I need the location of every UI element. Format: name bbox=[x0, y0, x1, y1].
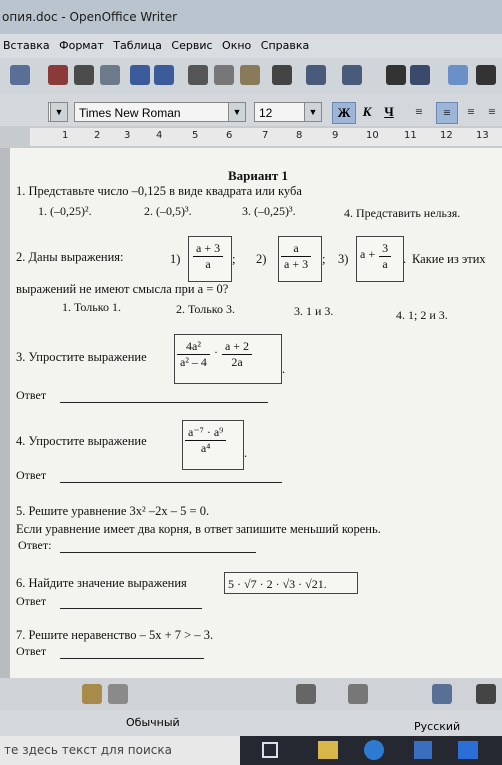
fraction-denominator: a + 3 bbox=[284, 257, 309, 271]
font-size-field[interactable] bbox=[254, 102, 322, 122]
q2-expr-3 bbox=[356, 236, 407, 282]
copy-icon[interactable] bbox=[214, 65, 234, 85]
q3-text: 3. Упростите выражение bbox=[16, 350, 147, 364]
fraction-numerator: 4a² bbox=[177, 339, 210, 355]
insert-image-icon[interactable] bbox=[82, 684, 102, 704]
ruler-mark: 10 bbox=[366, 130, 379, 141]
ruler-mark: 4 bbox=[156, 130, 163, 141]
font-name-value: Times New Roman bbox=[79, 106, 181, 120]
q2-e2-label: 2) bbox=[256, 252, 267, 266]
print-icon[interactable] bbox=[74, 65, 94, 85]
file-explorer-icon[interactable] bbox=[318, 741, 338, 759]
align-center-icon[interactable]: ≡ bbox=[436, 102, 458, 124]
menu-help[interactable]: Справка bbox=[260, 39, 310, 52]
store-icon[interactable] bbox=[414, 741, 432, 759]
fraction-denominator: a² – 4 bbox=[180, 355, 207, 369]
image-icon[interactable] bbox=[108, 684, 128, 704]
q2-option: 2. Только 3. bbox=[176, 302, 235, 316]
q2-e1-label: 1) bbox=[170, 252, 181, 266]
ruler-mark: 11 bbox=[404, 130, 417, 141]
fraction-denominator: a⁴ bbox=[200, 441, 211, 455]
bold-button[interactable]: Ж bbox=[332, 102, 356, 124]
q6-answer-line[interactable] bbox=[60, 608, 202, 609]
q2-suffix: Какие из этих bbox=[412, 252, 486, 266]
style-dropdown[interactable] bbox=[48, 102, 68, 122]
q2-e3-sep: . bbox=[403, 252, 407, 266]
ruler-mark: 2 bbox=[94, 130, 101, 141]
underline-button[interactable]: Ч bbox=[384, 104, 394, 119]
find-icon[interactable] bbox=[476, 65, 496, 85]
q2-option: 4. 1; 2 и 3. bbox=[396, 308, 448, 322]
italic-button[interactable]: К bbox=[362, 104, 372, 119]
ruler-mark: 3 bbox=[124, 130, 131, 141]
ruler-mark: 8 bbox=[296, 130, 303, 141]
q4-text: 4. Упростите выражение bbox=[16, 434, 147, 448]
q7-answer-line[interactable] bbox=[60, 658, 204, 659]
document-page[interactable] bbox=[10, 148, 502, 678]
select-arrow-icon[interactable] bbox=[348, 684, 368, 704]
horizontal-ruler[interactable] bbox=[0, 126, 502, 148]
q3-end: . bbox=[282, 362, 286, 376]
export-pdf-icon[interactable] bbox=[48, 65, 68, 85]
spellcheck-icon[interactable] bbox=[130, 65, 150, 85]
q4-answer-label: Ответ bbox=[16, 468, 47, 482]
ruler-mark: 13 bbox=[476, 130, 489, 141]
fraction-denominator: a bbox=[382, 257, 388, 271]
fraction-numerator: a⁻⁷ · a⁹ bbox=[185, 425, 226, 441]
ruler-mark: 12 bbox=[440, 130, 453, 141]
language-status[interactable]: Русский bbox=[414, 720, 461, 733]
ruler-mark: 6 bbox=[226, 130, 233, 141]
q2-option: 1. Только 1. bbox=[62, 300, 121, 314]
q6-text: 6. Найдите значение выражения bbox=[16, 576, 187, 590]
edge-browser-icon[interactable] bbox=[364, 740, 384, 760]
taskbar bbox=[0, 736, 502, 765]
q6-expression: 5 · √7 · 2 · √3 · √21. bbox=[224, 572, 358, 594]
fraction-denominator: a bbox=[205, 257, 211, 271]
chevron-down-icon: ▼ bbox=[50, 103, 67, 121]
ruler-mark: 9 bbox=[332, 130, 339, 141]
redo-icon[interactable] bbox=[342, 65, 362, 85]
taskbar-search-field[interactable]: те здесь текст для поиска bbox=[0, 736, 240, 765]
menu-window[interactable]: Окно bbox=[222, 39, 252, 52]
bottom-area bbox=[0, 678, 502, 736]
q4-end: . bbox=[244, 446, 248, 460]
ruler-mark: 1 bbox=[62, 130, 69, 141]
autospellcheck-icon[interactable] bbox=[154, 65, 174, 85]
q4-answer-line[interactable] bbox=[60, 482, 282, 483]
menu-format[interactable]: Формат bbox=[59, 39, 104, 52]
paste-icon[interactable] bbox=[240, 65, 260, 85]
formatting-toolbar bbox=[0, 94, 502, 126]
hyperlink-icon[interactable] bbox=[386, 65, 406, 85]
fraction-numerator: a + 2 bbox=[222, 339, 252, 355]
text-icon[interactable] bbox=[476, 684, 496, 704]
fraction-numerator: a + 3 bbox=[193, 241, 223, 257]
q3-answer-label: Ответ bbox=[16, 388, 47, 402]
q1-option: 1. (–0,25)². bbox=[38, 204, 92, 218]
status-bar bbox=[0, 710, 502, 736]
cut-icon[interactable] bbox=[188, 65, 208, 85]
table-icon[interactable] bbox=[410, 65, 430, 85]
justify-icon[interactable]: ≡ bbox=[488, 104, 496, 119]
ellipse-icon[interactable] bbox=[432, 684, 452, 704]
q7-text: 7. Решите неравенство – 5x + 7 > – 3. bbox=[16, 628, 214, 642]
q5-answer-line[interactable] bbox=[60, 552, 256, 553]
q2-e1-sep: ; bbox=[232, 252, 236, 266]
vertical-ruler bbox=[0, 148, 10, 678]
font-name-field[interactable] bbox=[74, 102, 246, 122]
q2-prefix: 2. Даны выражения: bbox=[16, 250, 124, 264]
q2-expr-1 bbox=[188, 236, 232, 282]
chevron-down-icon: ▼ bbox=[304, 103, 321, 121]
fraction-denominator: 2a bbox=[231, 355, 243, 369]
q7-answer-label: Ответ bbox=[16, 644, 47, 658]
q5-answer-label: Ответ: bbox=[18, 538, 52, 552]
q1-option: 4. Представить нельзя. bbox=[344, 206, 461, 220]
q2-e3-label: 3) bbox=[338, 252, 349, 266]
window-title: опия.doc - OpenOffice Writer bbox=[0, 0, 502, 34]
q2-line2: выражений не имеют смысла при а = 0? bbox=[16, 282, 229, 296]
align-left-icon[interactable]: ≡ bbox=[415, 104, 423, 119]
q4-expression bbox=[182, 420, 244, 470]
task-view-icon[interactable] bbox=[262, 742, 278, 758]
font-size-value: 12 bbox=[259, 106, 273, 120]
paragraph-style-status[interactable]: Обычный bbox=[126, 716, 180, 729]
drawing-toolbar bbox=[0, 678, 502, 710]
q2-e2-sep: ; bbox=[322, 252, 326, 266]
q3-answer-line[interactable] bbox=[60, 402, 268, 403]
edit-file-icon[interactable] bbox=[10, 65, 30, 85]
fraction-numerator: 3 bbox=[379, 241, 391, 257]
q1-text: 1. Представьте число –0,125 в виде квадрата или куба bbox=[16, 184, 302, 198]
mail-icon[interactable] bbox=[458, 741, 478, 759]
page-preview-icon[interactable] bbox=[100, 65, 120, 85]
multiply-dot: · bbox=[213, 345, 218, 359]
q1-option: 2. (–0,5)³. bbox=[144, 204, 192, 218]
q6-answer-label: Ответ bbox=[16, 594, 47, 608]
standard-toolbar bbox=[0, 58, 502, 95]
q2-e3-lead: a + bbox=[360, 247, 376, 261]
q3-expression bbox=[174, 334, 282, 384]
ruler-mark: 5 bbox=[192, 130, 199, 141]
show-draw-functions-icon[interactable] bbox=[448, 65, 468, 85]
q5-line2: Если уравнение имеет два корня, в ответ запишите меньший корень. bbox=[16, 522, 381, 536]
grid-icon[interactable] bbox=[296, 684, 316, 704]
chevron-down-icon: ▼ bbox=[228, 103, 245, 121]
q5-text: 5. Решите уравнение 3x² –2x – 5 = 0. bbox=[16, 504, 210, 518]
clone-formatting-icon[interactable] bbox=[272, 65, 292, 85]
variant-title: Вариант 1 bbox=[228, 168, 289, 183]
q2-option: 3. 1 и 3. bbox=[294, 304, 334, 318]
menu-bar bbox=[0, 34, 502, 58]
align-right-icon[interactable]: ≡ bbox=[467, 104, 475, 119]
menu-insert[interactable]: Вставка bbox=[3, 39, 50, 52]
q1-option: 3. (–0,25)³. bbox=[242, 204, 296, 218]
fraction-numerator: a bbox=[281, 241, 311, 257]
menu-tools[interactable]: Сервис bbox=[171, 39, 213, 52]
menu-table[interactable]: Таблица bbox=[113, 39, 162, 52]
q2-expr-2 bbox=[278, 236, 322, 282]
undo-icon[interactable] bbox=[306, 65, 326, 85]
ruler-mark: 7 bbox=[262, 130, 269, 141]
